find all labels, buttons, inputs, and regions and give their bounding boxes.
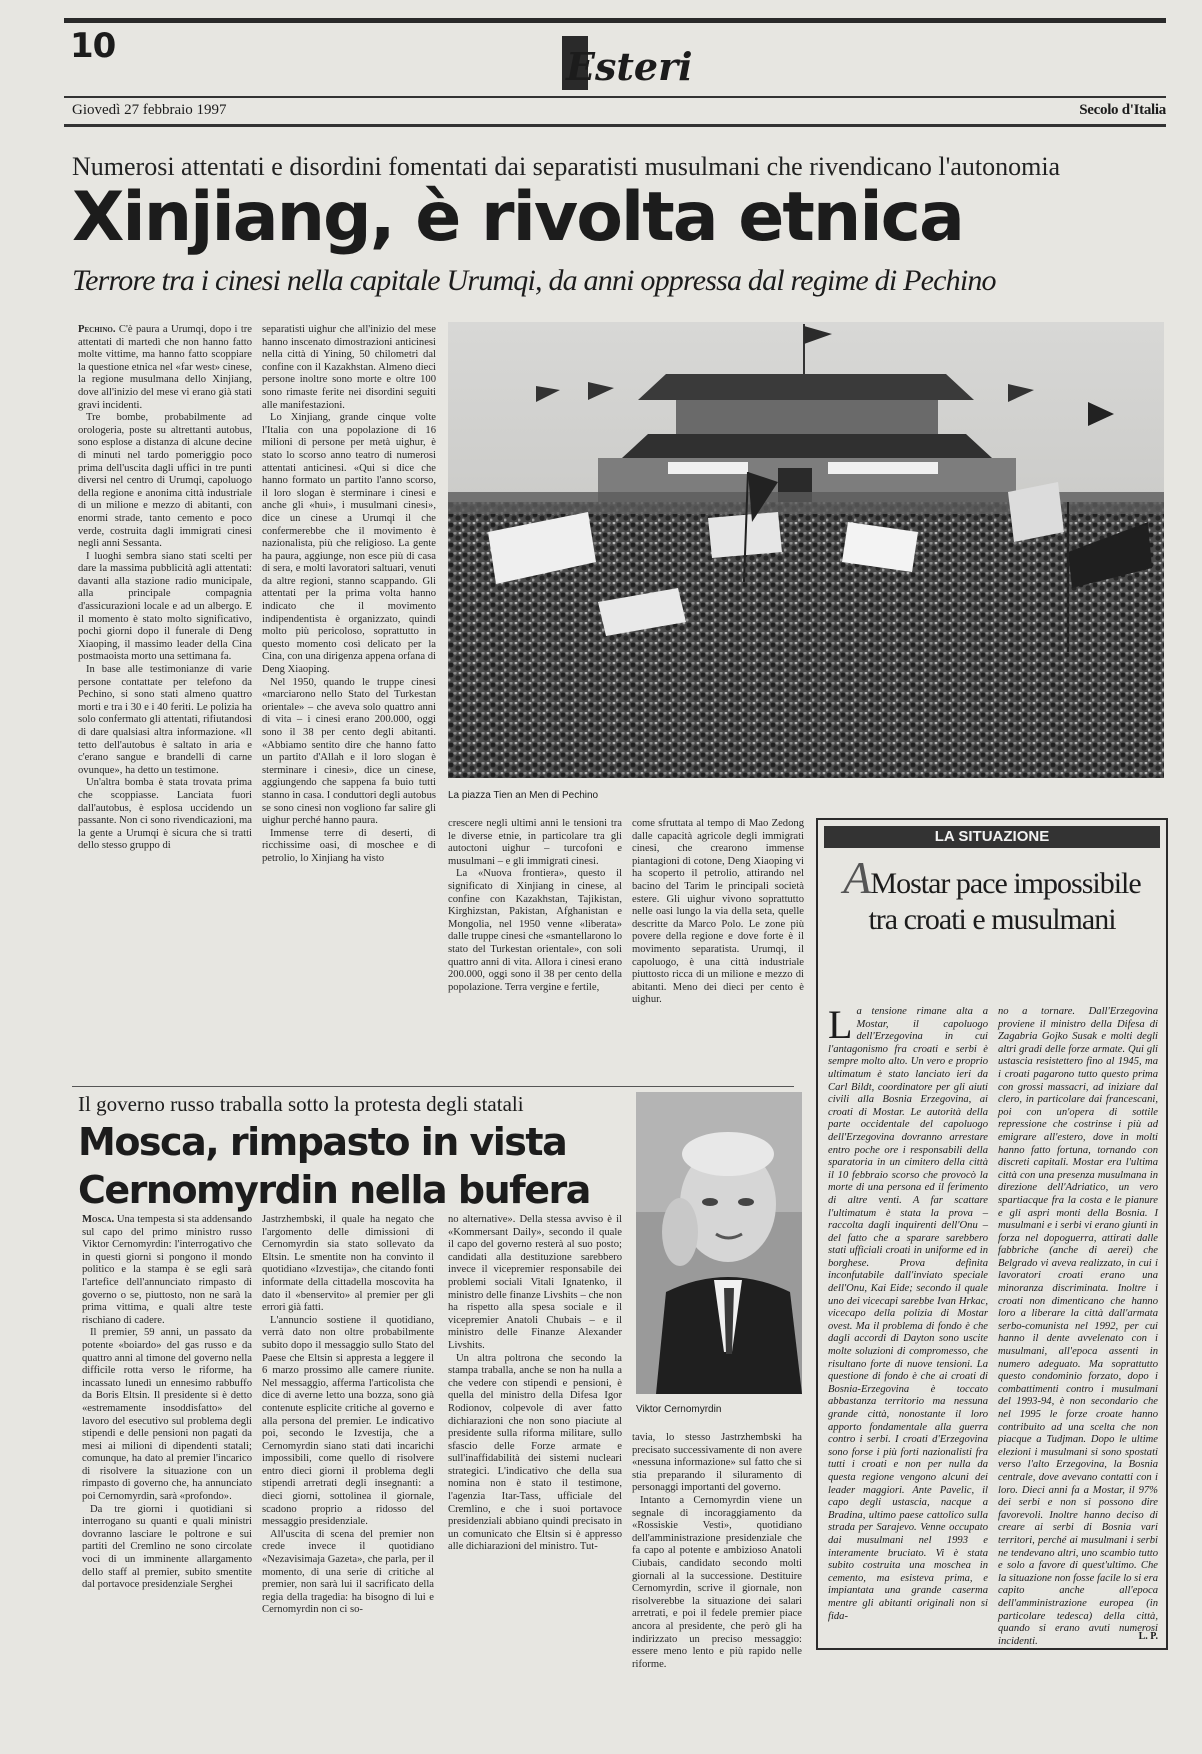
sidebar-signature: L. P. bbox=[1138, 1631, 1158, 1642]
main-photo-caption: La piazza Tien an Men di Pechino bbox=[448, 790, 599, 801]
tiananmen-photo bbox=[448, 322, 1164, 778]
main-col4-p1: come sfruttata al tempo di Mao Zedong dalle capacità agricole degli immigrati cinesi, che crearono immense piantagioni di cotone, Deng Xiaoping vi ha scoperto il petrolio, attirando nel bacino del Tarim le principali società estere. Gli uighur vivono soprattutto nelle oasi lungo la via della seta, quelle descritte da Marco Polo. Le zone più povere della regione e dove forte è il movimento separatista. Urumqi, il capoluogo, è una città industriale piuttosto ricca di un milione e mezzo di abitanti. Meno dei dieci per cento è uighur. bbox=[632, 818, 804, 1006]
second-column-4 bbox=[632, 1432, 802, 1746]
second-col4-p2: Intanto a Cernomyrdin viene un segnale di incoraggiamento da «Rossiskie Vesti», quotidiano dell'amministrazione presidenziale che fa capo al potente e ambizioso Anatoli Ciubais, candidato secondo molti giornali al la successione. Destituire Cernomyrdin, scrive il giornale, non risolverebbe la situazione dei salari arretrati, e poi il fedele premier piace ancora al presidente, che però gli ha indirizzato un preciso messaggio: essere meno lento e più rapido nelle riforme. bbox=[632, 1494, 802, 1670]
main-col1-p3: I luoghi sembra siano stati scelti per dare la massima pubblicità agli attentati: davanti alla stazione radio municipale, alla principale compagnia d'assicurazioni locale e ad un albergo. E il momento è stato molto significativo, pochi giorni dopo il funerale di Deng Xiaoping, il massimo leader della Cina postmaoista morto una settimana fa. bbox=[78, 550, 252, 663]
main-subhead: Terrore tra i cinesi nella capitale Urumqi, da anni oppressa dal regime di Pechino bbox=[72, 264, 996, 297]
cernomyrdin-portrait bbox=[636, 1092, 802, 1394]
main-col2-p4: Immense terre di deserti, di ricchissime oasi, di moschee e di petrolio, lo Xinjiang ha visto bbox=[262, 827, 436, 864]
portrait-drawing bbox=[636, 1092, 802, 1394]
top-rule bbox=[64, 18, 1166, 23]
sidebar-box bbox=[816, 818, 1168, 1650]
second-headline bbox=[78, 1118, 638, 1214]
second-column-2 bbox=[262, 1214, 434, 1746]
main-col2-p3: Nel 1950, quando le truppe cinesi «marciarono nello Stato del Turkestan orientale» – che aveva solo quattro anni di vita – i cinesi erano 200.000, oggi sono il 38 per cento degli abitanti. «Abbiamo sentito dire che hanno fatto un partito d'Allah e il loro slogan è sterminare i cinesi», dice un cinese, aggiungendo che sappena fa buio tutti stanno in casa. I conduttori degli autobus se sono cinesi non vogliono far salire gli uighur perché hanno paura. bbox=[262, 676, 436, 827]
masthead-rule-bottom bbox=[64, 124, 1166, 127]
sidebar-dropcap: L bbox=[828, 1002, 853, 1047]
sidebar-band: LA SITUAZIONE bbox=[824, 826, 1160, 848]
tiananmen-photo-drawing bbox=[448, 322, 1164, 778]
second-col3-p1: no alternative». Della stessa avviso è il «Kommersant Daily», secondo il quale il capo del governo resterà al suo posto; candidati alla destituzione sarebbero invece il vicepremier responsabile dei problemi sociali Vitali Ignatenko, il ministro delle finanze Livshits – che non ha rispetto alla spesa sociale e il vicepremier Anatoli Chubais – e il ministro delle Finanze Alexander Livshits. bbox=[448, 1214, 622, 1351]
main-col3-p2: La «Nuova frontiera», questo il significato di Xinjiang in cinese, al confine con Kazakhstan, Tajikistan, Kirghizstan, Pakistan, Afghanistan e Mongolia, nel 1950 venne «liberata» dalle truppe cinesi che «smantellarono lo stato del Turkestan orientale», con soli quattro anni di vita. Allora i cinesi erano 200.000, oggi sono il 38 per cento della popolazione. Terra vergine e fertile, bbox=[448, 868, 622, 993]
section-title: Esteri bbox=[566, 44, 693, 89]
second-col2-p2: L'annuncio sostiene il quotidiano, verrà dato non oltre probabilmente subito dopo il messaggio sullo Stato del Paese che Eltsin si appresta a leggere il 6 marzo prossimo alle camere riunite. Nel messaggio, afferma l'articolista che dice di averne letto una bozza, sono già contenute esplicite critiche al governo e alla persona del premier. Le indicativo poi, secondo le Izvestija, che a Cernomyrdin siano stati dati incarichi impossibili, come quello di risolvere entro dieci giorni il problema degli stipendi arretrati degli insegnanti: a dieci giorni, sottolinea il giornale, scadono proprio a ridosso del messaggio presidenziale. bbox=[262, 1314, 434, 1528]
main-col1-p4: In base alle testimonianze di varie persone contattate per telefono da Pechino, si sono stati almeno quattro morti e tra i 30 e i 40 feriti. Le polizia ha solo confermato gli attentati, rifiutandosi di dare qualsiasi altra informazione. «Il tetto dell'autobus è saltato in aria e c'erano sangue e brandelli di carne ovunque», ha detto un testimone. bbox=[78, 664, 252, 776]
main-column-1 bbox=[78, 324, 252, 1072]
main-kicker: Numerosi attentati e disordini fomentati dai separatisti musulmani che rivendicano l'autonomia bbox=[72, 152, 1061, 181]
second-dateline: Mosca. bbox=[82, 1214, 115, 1225]
second-col2-p1: Jastrzhembski, il quale ha negato che l'argomento delle dimissioni di Cernomyrdin sia stato sollevato da Eltsin. Le smentite non ha convinto il quotidiano «Izvestija», che citando fonti informate della cittadella moscovita ha dato il «benservito» al premier per gli errori già fatti. bbox=[262, 1214, 434, 1314]
second-headline-line-2: Cernomyrdin nella bufera bbox=[78, 1168, 590, 1212]
masthead-rule bbox=[64, 96, 1166, 98]
main-col3-p1: crescere negli ultimi anni le tensioni tra le diverse etnie, in particolare tra gli autoctoni uighur – turcofoni e musulmani – e gli immigrati cinesi. bbox=[448, 818, 622, 867]
second-col2-p3: All'uscita di scena del premier non crede invece il quotidiano «Nezavisimaja Gazeta», che parla, per il momento, di una serie di critiche al premier, non sarà lui il sacrificato della regia della tragedia: ha bisogno di lui e Cernomyrdin non ci so- bbox=[262, 1528, 434, 1616]
second-col1-p1: Una tempesta si sta addensando sul capo del primo ministro russo Viktor Cernomyrdin: l'interrogativo che in questi giorni si pongono il mondo politico e la stampa è se egli sarà l'artefice dell'annunciato rimpasto di governo o se, piuttosto, non ne sarà la prima vittima, e quali altre teste rischiano di cadere. bbox=[82, 1214, 252, 1326]
main-headline: Xinjiang, è rivolta etnica bbox=[72, 178, 963, 257]
sidebar-title bbox=[826, 852, 1158, 938]
main-column-4 bbox=[632, 818, 804, 1072]
main-column-2 bbox=[262, 324, 436, 1072]
second-col3-p2: Un altra poltrona che secondo la stampa traballa, anche se non ha nulla a che vedere con stipendi e pensioni, è quella del ministro della Difesa Igor Rodionov, colpevole di aver fatto dichiarazioni che non sono piaciute al presidente sulla riforma militare, sullo sfascio delle Forze armate e sull'inaffidabilità dei sistemi nucleari strategici. L'indicativo che della sua nomina non è stato il testimone, l'agenzia Itar-Tass, ufficiale del Cremlino, e che i suoi portavoce presidenziali abbiano quindi precisato in un comunicato che Eltsin si è appresso alle dichiarazioni del ministro. Tut- bbox=[448, 1352, 622, 1553]
issue-date: Giovedì 27 febbraio 1997 bbox=[72, 102, 227, 118]
second-kicker: Il governo russo traballa sotto la protesta degli statali bbox=[78, 1092, 524, 1116]
sidebar-title-text: Mostar pace impossibile tra croati e musulmani bbox=[868, 867, 1141, 936]
second-column-3 bbox=[448, 1214, 622, 1746]
sidebar-column-1 bbox=[828, 1002, 988, 1636]
portrait-caption: Viktor Cernomyrdin bbox=[636, 1404, 722, 1415]
main-col1-p5: Un'altra bomba è stata trovata prima che scoppiasse. Lanciata fuori dall'autobus, è esplosa uccidendo un passante. Non ci sono rivendicazioni, ma la gente a Urumqi è sicura che si tratti dello stesso gruppo di bbox=[78, 777, 252, 852]
newspaper-name: Secolo d'Italia bbox=[1079, 102, 1166, 118]
main-col1-p1: C'è paura a Urumqi, dopo i tre attentati di martedì che non hanno fatto molte vittime, ma hanno fatto scoppiare la questione etnica nel «far west» cinese, la regione musulmana dello Xinjiang, dove all'inizio del mese vi erano già stati gravi incidenti. bbox=[78, 324, 253, 411]
page-number: 10 bbox=[70, 26, 116, 66]
main-dateline: Pechino. bbox=[78, 324, 116, 335]
main-col1-p2: Tre bombe, probabilmente ad orologeria, poste su altrettanti autobus, sono esplose a distanza di alcune decine di minuti nel tardo pomeriggio poco prima dell'uscita dagli uffici in tre punti diversi nel centro di Urumqi, capoluogo della regione e anonima città industriale di un milione e mezzo di abitanti, con enormi strade, tanto cemento e poco verde, costruita dagli immigrati cinesi negli anni Sessanta. bbox=[78, 412, 252, 550]
main-column-3 bbox=[448, 818, 622, 1072]
main-col2-p1: separatisti uighur che all'inizio del mese hanno inscenato dimostrazioni anticinesi nella città di Yining, 50 chilometri dal confine con il Kazakhstan. Almeno dieci persone inoltre sono morte e oltre 100 sono rimaste ferite nei disordini seguiti alle manifestazioni. bbox=[262, 324, 436, 411]
second-col1-p3: Da tre giorni i quotidiani si interrogano su quanti e quali ministri dovranno lasciare le poltrone e sui partiti del Cremlino ne sono circolate voci di un imminente allargamento dello staff al premier, subito smentite dal portavoce presidenziale Serghei bbox=[82, 1503, 252, 1591]
second-col4-p1: tavia, lo stesso Jastrzhembski ha precisato successivamente di non avere «nessuna informazione» sul fatto che si stia preparando il siluramento di personaggi importanti del governo. bbox=[632, 1432, 802, 1494]
second-headline-line-1: Mosca, rimpasto in vista bbox=[78, 1120, 567, 1164]
sidebar-col1-text: a tensione rimane alta a Mostar, il capoluogo dell'Erzegovina in cui l'antagonismo fra croati e serbi è sempre molto alto. Un vero e proprio ultimatum è stato lanciato ieri da Carl Bildt, coordinatore per gli aiuti civili alla Bosnia Erzegovina, ai croati di Mostar. Le autorità della parte occidentale del capoluogo dell'Erzegovina dovranno arrestare entro poche ore i responsabili della sparatoria in un cimitero della città il 10 febbraio scorso che provocò la morte di una persona ed il ferimento di altre venti. A far scattare l'ultimatum è stata la prova – raccolta dagli inquirenti dell'Onu – del fatto che a sparare sarebbero stati ufficiali croati in uniforme ed in borghese. Prova definita inconfutabile dall'inviato speciale dell'Onu, Kai Eide; secondo il quale uno dei vicecapi sarebbe Ivan Hrkac, vicecapo della polizia di Mostar ovest. Ma il problema di fondo è che dagli accordi di Dayton sono uscite molte soluzioni di compromesso, che risultano forte di nuove tensioni. La questione di fondo è che ai croati di Bosnia-Erzegovina è toccato abbastanza territorio ma nessuna grande città, nonostante il loro apporto fondamentale alla guerra contro i serbi. I croati d'Erzegovina sono forse i più forti nazionalisti fra tutti i croati e non per nulla da questa regione vengono alcuni dei leader maggiori. Ante Pavelic, il capo degli ustascia, nacque a Bradina, ultimo paese cattolico sulla strada per Sarajevo. Venne occupato dai musulmani nel 1993 e interamente bruciato. Vi è stata subito costruita una moschea in cemento, ma esisteva prima, e impiantata una grande caserma mentre gli abitanti originali non si fida- bbox=[828, 1006, 988, 1622]
sidebar-body bbox=[828, 1002, 1158, 1647]
main-col2-p2: Lo Xinjiang, grande cinque volte l'Italia con una popolazione di 16 milioni di persone per metà uighur, è stato lo scorso anno teatro di numerosi attentati anticinesi. «Qui si dice che hanno formato un partito l'anno scorso, il loro slogan è sterminare i cinesi e anche gli «hui», i musulmani cinesi», dice un cinese a Urumqi il che confermerebbe che il movimento è nazionalista, più che religioso. La gente ha paura, aggiunge, non esce più di casa di sera, e molti lavoratori saltuari, venuti da altre regioni, stanno scappando. Gli attentati per la prima volta hanno indicato che il movimento indipendentista è organizzato, quindi molto più pericoloso, soprattutto in questo momento così delicato per la Cina, con una dirigenza appena orfana di Deng Xiaoping. bbox=[262, 412, 436, 676]
sidebar-title-dropcap: A bbox=[843, 852, 871, 903]
sidebar-col2-text: no a tornare. Dall'Erzegovina proviene il ministro della Difesa di Zagabria Gojko Susak e molti degli altri gradi delle forze armate. Qui gli ustascia resistettero fino al 1945, ma i croati pagarono tutto questo prima con grossi massacri, ad iniziare dal clero, in particolare dai francescani, poi con un'opera di sottile repressione che costrinse i più ad emigrare all'estero, dove in molti hanno fatto fortuna, tornando con discreti capitali. Mostar era l'ultima città con una presenza musulmana in direzione dell'Adriatico, un vero spartiacque fra la costa e le pianure e gli aspri monti della Bosnia. I musulmani e i serbi vi erano giunti in forza nel dopoguerra, attirati dalle fabbriche (anche di aerei) che Belgrado vi aveva realizzato, in cui i lavoratori croati erano una minoranza discriminata. Inoltre i croati non dimenticano che hanno loro a liberare la città dall'armata serbo-comunista nel 1992, per cui hanno il dente avvelenato con i musulmani, all'epoca assenti in numero adeguato. Ma soprattutto questo condominio forzato, dopo i combattimenti contro i musulmani del 1993-94, è non secondario che nel 1995 le forze croate hanno contribuito ad una scelta che non piacque a Tudjman. Dopo le ultime elezioni i musulmani si sono spostati verso l'alto Erzegovina, la Bosnia centrale, dove avevano contatti con i loro. Dieci anni fa a Mostar, il 97% dei serbi e non si possono dire favorevoli. Inoltre hanno deciso di creare ai serbi di Bosnia vari territori, perché ai musulmani i serbi ne tendevano altri, uno scambio tutto e solo a favore di quest'ultimo. Che la situazione non fosse facile lo si era capito anche all'epoca dell'amministrazione europea (in particolare tedesca) della città, quando si erano avuti numerosi incidenti. bbox=[998, 1006, 1158, 1647]
second-col1-p2: Il premier, 59 anni, un passato da potente «boiardo» del gas russo e da quattro anni al timone del governo nella difficile rotta verso le riforme, ha incassato lunedì un ennesimo rabbuffo da Boris Eltsin. Il presidente si è detto «estremamente insoddisfatto» del lavoro del esecutivo sul problema degli stipendi e delle pensioni non pagati da mesi ai milioni di dipendenti statali; comunque, ha dato al premier l'incarico di risolvere la situazione con un rimpasto di governo che, ha annunciato poi Cernomyrdin, sarà «profondo». bbox=[82, 1327, 252, 1503]
second-story-rule bbox=[72, 1086, 794, 1087]
second-column-1 bbox=[82, 1214, 252, 1746]
